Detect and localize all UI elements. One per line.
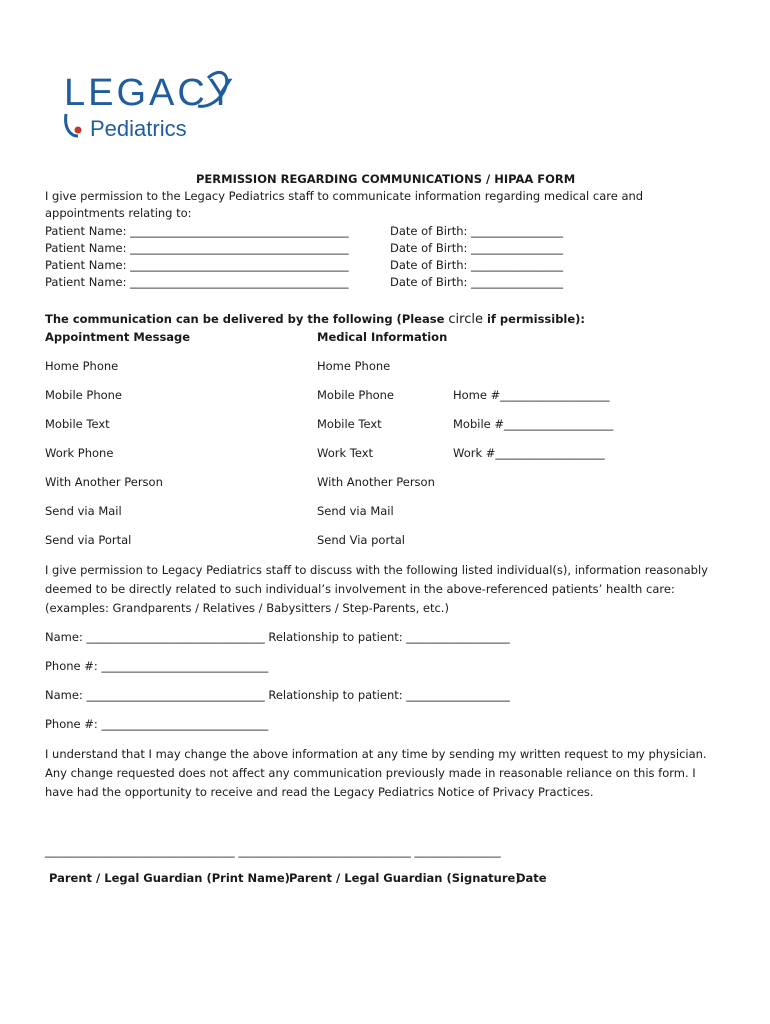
contact-phone-2[interactable]: Phone #: _____________________________: [45, 717, 269, 731]
date-label: Date: [516, 871, 547, 885]
contact-name-2[interactable]: Name: _______________________________ Relationship to patient: __________________: [45, 688, 510, 702]
signature-lines[interactable]: _________________________________ ______________________________ _______________: [45, 844, 501, 858]
home-number-field[interactable]: Home #___________________: [453, 388, 610, 402]
logo-word: LEGACY: [64, 72, 237, 114]
signature-label: Parent / Legal Guardian (Signature): [289, 871, 521, 885]
appt-option[interactable]: Work Phone: [45, 446, 114, 460]
appt-option[interactable]: Send via Portal: [45, 533, 132, 547]
form-title: PERMISSION REGARDING COMMUNICATIONS / HIPAA FORM: [196, 172, 576, 186]
delivery-heading: [45, 312, 585, 327]
patient-name-2[interactable]: Patient Name: ______________________________________: [45, 241, 349, 255]
logo-sub: Pediatrics: [90, 116, 187, 141]
patient-dob-3[interactable]: Date of Birth: ________________: [390, 258, 564, 272]
intro-text: I give permission to the Legacy Pediatrics staff to communicate information regarding medical care and appointments relating to:: [45, 189, 644, 220]
patient-dob-4[interactable]: Date of Birth: ________________: [390, 275, 564, 289]
delivery-heading-pre: The communication can be delivered by the following (Please: [45, 312, 449, 326]
patient-name-1[interactable]: Patient Name: ______________________________________: [45, 224, 349, 238]
understand-paragraph: I understand that I may change the above information at any time by sending my written request to my physician. Any change requested does not affect any communication previously made in reasonable reliance on this form. I have had the opportunity to receive and read the Legacy Pediatrics Notice of Privacy Practices.: [45, 747, 707, 799]
appt-option[interactable]: Mobile Text: [45, 417, 110, 431]
patient-dob-2[interactable]: Date of Birth: ________________: [390, 241, 564, 255]
mobile-number-field[interactable]: Mobile #___________________: [453, 417, 614, 431]
medical-option[interactable]: Home Phone: [317, 359, 391, 373]
medical-information-header: Medical Information: [317, 330, 448, 344]
discuss-paragraph: I give permission to Legacy Pediatrics staff to discuss with the following listed individual(s), information reasonably deemed to be directly related to such individual’s involvement in the above-referenced patients’ health care: (examples: Grandparents / Relatives / Babysitters / Step-Parents, etc.): [45, 563, 708, 615]
appt-option[interactable]: Home Phone: [45, 359, 119, 373]
patient-name-3[interactable]: Patient Name: ______________________________________: [45, 258, 349, 272]
appointment-message-header: Appointment Message: [45, 330, 191, 344]
contact-phone-1[interactable]: Phone #: _____________________________: [45, 659, 269, 673]
work-number-field[interactable]: Work #___________________: [453, 446, 605, 460]
medical-option[interactable]: Mobile Text: [317, 417, 382, 431]
medical-option[interactable]: Send Via portal: [317, 533, 405, 547]
medical-option[interactable]: Mobile Phone: [317, 388, 395, 402]
contact-name-1[interactable]: Name: _______________________________ Relationship to patient: __________________: [45, 630, 510, 644]
medical-option[interactable]: Work Text: [317, 446, 374, 460]
delivery-heading-circle: circle: [448, 312, 483, 327]
print-name-label: Parent / Legal Guardian (Print Name): [49, 871, 290, 885]
delivery-heading-post: if permissible):: [482, 312, 586, 326]
patient-name-4[interactable]: Patient Name: ______________________________________: [45, 275, 349, 289]
medical-option[interactable]: With Another Person: [317, 475, 435, 489]
patient-dob-1[interactable]: Date of Birth: ________________: [390, 224, 564, 238]
medical-option[interactable]: Send via Mail: [317, 504, 394, 518]
appt-option[interactable]: Send via Mail: [45, 504, 122, 518]
appt-option[interactable]: Mobile Phone: [45, 388, 123, 402]
appt-option[interactable]: With Another Person: [45, 475, 163, 489]
